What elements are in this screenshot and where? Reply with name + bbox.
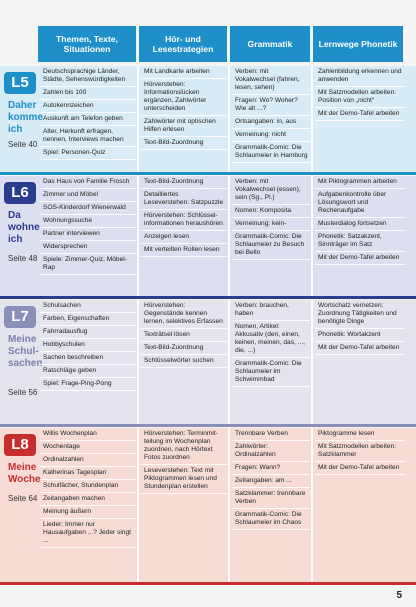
lesson-7-strategien: [141, 300, 227, 424]
lesson-5-themen: [40, 66, 136, 172]
list-item: Text-Bild-Zuordnung: [141, 137, 227, 150]
list-item: Text-Bild-Zuordnung: [141, 176, 227, 189]
list-item: Verben: brauchen, haben: [232, 300, 310, 321]
divider: [137, 300, 139, 424]
lesson-8-title: Meine Woche: [8, 462, 41, 485]
list-item: Partner interviewen: [40, 228, 136, 241]
lesson-7-grammatik: [232, 300, 310, 424]
list-item: Grammatik-Comic: Die Schlaumeier im Chaos: [232, 509, 310, 530]
list-item: Katherinas Tagesplan: [40, 467, 136, 480]
list-item: Grammatik-Comic: Die Schlaumeier im Schwimmbad: [232, 358, 310, 387]
divider: [311, 66, 313, 172]
lesson-7-title: Meine Schulsachen: [8, 334, 43, 369]
lesson-7-page: Seite 56: [8, 388, 38, 397]
list-item: Ratschläge geben: [40, 365, 136, 378]
list-item: Verben: mit Vokalwechsel (essen), sein (Sg., Pl.): [232, 176, 310, 205]
lesson-5-grammatik: [232, 66, 310, 172]
list-item: Mit verteilten Rollen lesen: [141, 244, 227, 257]
list-item: SOS-Kinderdorf Wienerwald: [40, 202, 136, 215]
list-item: Wohnungssuche: [40, 215, 136, 228]
lesson-7-themen: [40, 300, 136, 424]
header-themen: Themen, Texte, Situationen: [38, 26, 136, 62]
lesson-8-page: Seite 64: [8, 494, 38, 503]
list-item: Grammatik-Comic: Die Schlaumeier in Hamburg: [232, 142, 310, 163]
page-number: 5: [396, 590, 402, 601]
header-grammatik: Grammatik: [230, 26, 310, 62]
list-item: Fahrradausflug: [40, 326, 136, 339]
list-item: Farben, Eigenschaften: [40, 313, 136, 326]
list-item: Widersprechen: [40, 241, 136, 254]
list-item: Spiel: Personen-Quiz: [40, 147, 136, 160]
lesson-5-lernwege: [315, 66, 405, 172]
list-item: Zahlwörter: Ordinalzahlen: [232, 441, 310, 462]
divider: [228, 176, 230, 296]
list-item: Phonetik: Wortakzent: [315, 329, 405, 342]
list-item: Ortsangaben: in, aus: [232, 116, 310, 129]
list-item: Hobbyschulen: [40, 339, 136, 352]
list-item: Text-Bild-Zuordnung: [141, 342, 227, 355]
list-item: Nomen, Artikel: Akkusativ (den, einen, keinen, meinen, das, ..., die, ...): [232, 321, 310, 358]
list-item: Fragen: Wo? Woher? Wie alt ...?: [232, 95, 310, 116]
list-item: Mit der Demo-Tafel arbeiten: [315, 462, 405, 475]
lesson-8-section: [0, 428, 416, 582]
list-item: Verneinung: kein-: [232, 218, 310, 231]
list-item: Satzklammer: trennbare Verben: [232, 488, 310, 509]
list-item: Zimmer und Möbel: [40, 189, 136, 202]
lesson-5-page: Seite 40: [8, 140, 38, 149]
list-item: Schlüsselwörter suchen: [141, 355, 227, 368]
list-item: Texträtsel lösen: [141, 329, 227, 342]
lesson-8-themen: [40, 428, 136, 582]
list-item: Mit Satzmodellen arbeiten: Satzklammer: [315, 441, 405, 462]
lesson-6-page: Seite 48: [8, 254, 38, 263]
list-item: Piktogramme lesen: [315, 428, 405, 441]
lesson-5-section: [0, 66, 416, 172]
lesson-6-title: Da wohne ich: [8, 210, 40, 245]
list-item: Hörverstehen: Terminmitteilung im Wochenplan zuordnen, nach Hörtext Fotos zuordnen: [141, 428, 227, 465]
divider: [311, 300, 313, 424]
lesson-5-strategien: [141, 66, 227, 172]
list-item: Hörverstehen: Gegenstände kennen lernen, selektives Erfassen: [141, 300, 227, 329]
list-item: Das Haus von Familie Frosch: [40, 176, 136, 189]
list-item: Musterdialog fortsetzen: [315, 218, 405, 231]
list-item: Mit der Demo-Tafel arbeiten: [315, 252, 405, 265]
lesson-7-lernwege: [315, 300, 405, 424]
divider: [311, 428, 313, 582]
list-item: Autokennzeichen: [40, 100, 136, 113]
list-item: Meinung äußern: [40, 506, 136, 519]
lesson-8-strategien: [141, 428, 227, 582]
divider: [311, 176, 313, 296]
list-item: Wochentage: [40, 441, 136, 454]
list-item: Zahlwörter mit optischen Hilfen erlesen: [141, 116, 227, 137]
list-item: Ordinalzahlen: [40, 454, 136, 467]
list-item: Mit Piktogrammen arbeiten: [315, 176, 405, 189]
divider: [137, 176, 139, 296]
list-item: Spiel: Frage-Ping-Pong: [40, 378, 136, 391]
list-item: Zeitangaben: am ...: [232, 475, 310, 488]
list-item: Nomen: Komposita: [232, 205, 310, 218]
list-item: Alter, Herkunft erfragen, nennen, Interviews machen: [40, 126, 136, 147]
divider: [137, 428, 139, 582]
list-item: Leseverstehen: Text mit Piktogrammen lesen und Stundenplan erstellen: [141, 465, 227, 494]
list-item: Anzeigen lesen: [141, 231, 227, 244]
list-item: Mit der Demo-Tafel arbeiten: [315, 342, 405, 355]
list-item: Deutschsprachige Länder, Städte, Sehenswürdigkeiten: [40, 66, 136, 87]
divider: [228, 66, 230, 172]
list-item: Aufgabenkontrolle über Lösungswort und Rechenaufgabe: [315, 189, 405, 218]
lesson-6-lernwege: [315, 176, 405, 296]
lesson-6-section: [0, 176, 416, 296]
lesson-7-badge: L7: [4, 306, 36, 328]
lesson-6-badge: L6: [4, 182, 36, 204]
lesson-6-grammatik: [232, 176, 310, 296]
list-item: Trennbare Verben: [232, 428, 310, 441]
lesson-6-themen: [40, 176, 136, 296]
list-item: Hörverstehen: Schlüsselinformationen heraushören: [141, 210, 227, 231]
section-divider: [0, 172, 416, 175]
list-item: Zahlenbildung erkennen und anwenden: [315, 66, 405, 87]
list-item: Mit Landkarte arbeiten: [141, 66, 227, 79]
lesson-5-badge: L5: [4, 72, 36, 94]
list-item: Spiele: Zimmer-Quiz, Möbel-Rap: [40, 254, 136, 275]
list-item: Hörverstehen: Informationslücken ergänzen, Zahlwörter unterscheiden: [141, 79, 227, 116]
list-item: Verneinung: nicht: [232, 129, 310, 142]
divider: [228, 300, 230, 424]
divider: [228, 428, 230, 582]
lesson-8-badge: L8: [4, 434, 36, 456]
lesson-7-section: [0, 300, 416, 424]
lesson-8-grammatik: [232, 428, 310, 582]
list-item: Zahlen bis 100: [40, 87, 136, 100]
header-lernwege: Lernwege Phonetik: [313, 26, 403, 62]
list-item: Detailliertes Leseverstehen: Satzpuzzle: [141, 189, 227, 210]
list-item: Schulfächer, Stundenplan: [40, 480, 136, 493]
list-item: Schulsachen: [40, 300, 136, 313]
section-divider: [0, 424, 416, 427]
list-item: Verben: mit Vokalwechsel (fahren, lesen, sehen): [232, 66, 310, 95]
list-item: Fragen: Wann?: [232, 462, 310, 475]
list-item: Sachen beschreiben: [40, 352, 136, 365]
list-item: Phonetik: Satzakzent, Sinnträger im Satz: [315, 231, 405, 252]
section-divider: [0, 582, 416, 585]
list-item: Grammatik-Comic: Die Schlaumeier zu Besuch bei Bello: [232, 231, 310, 260]
divider: [137, 66, 139, 172]
lesson-6-strategien: [141, 176, 227, 296]
header-strategien: Hör- und Lesestrategien: [139, 26, 227, 62]
lesson-8-lernwege: [315, 428, 405, 582]
list-item: Mit Satzmodellen arbeiten: Position von „nicht“: [315, 87, 405, 108]
list-item: Mit der Demo-Tafel arbeiten: [315, 108, 405, 121]
list-item: Lieder: Immer nur Hausaufgaben ...? Jeder singt ...: [40, 519, 136, 548]
list-item: Auskunft am Telefon geben: [40, 113, 136, 126]
section-divider: [0, 296, 416, 299]
list-item: Zeitangaben machen: [40, 493, 136, 506]
list-item: Wortschatz vernetzen: Zuordnung Tätigkeiten und benötigte Dinge: [315, 300, 405, 329]
list-item: Willis Wochenplan: [40, 428, 136, 441]
lesson-5-title: Daher komme ich: [8, 100, 44, 135]
